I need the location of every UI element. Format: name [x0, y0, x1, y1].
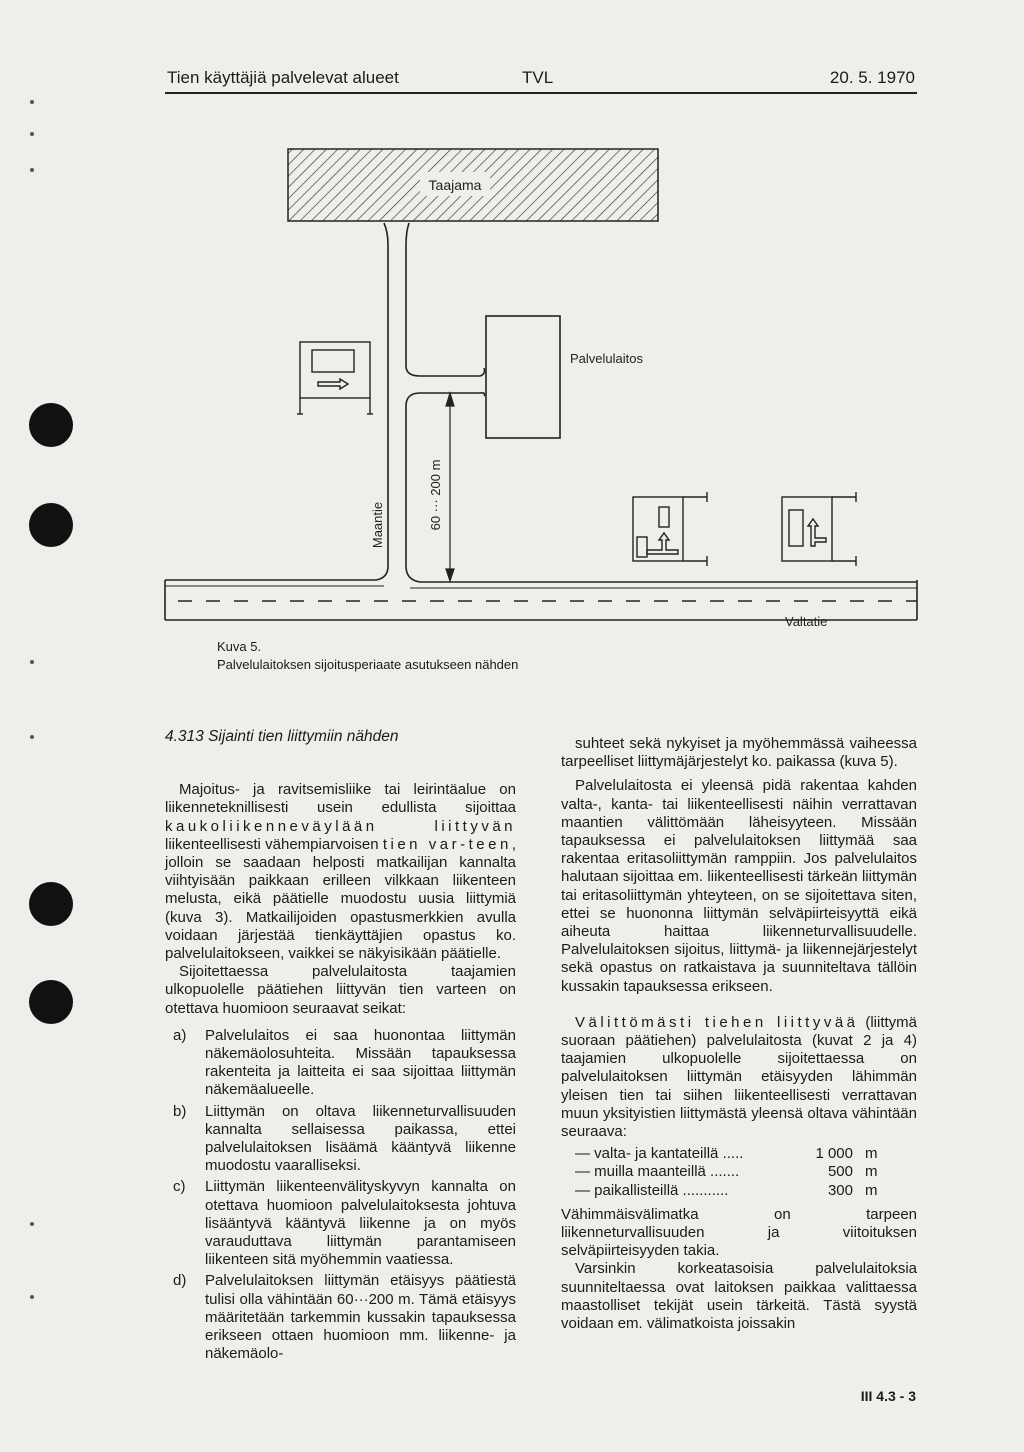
header-section-title: Tien käyttäjiä palvelevat alueet	[167, 68, 399, 87]
paragraph: Palvelulaitosta ei yleensä pidä rakentaa kahden valta-, kanta- tai liikenteellisesti näihin verrattavan maantien välittömään läheisyyteen. Missään tapauksessa ei palvelulaitoksen liittymää saa rakentaa eritasoliittymän ramppiin. Jos palvelulaitos halutaan sijoittaa em. liikenteellisesti tärkeän liittymän tai eritasoliittymän yhteyteen, on se sijoitettava siten, ettei se huononna liittymän selväpiirteisyyttä eikä aiheuta haittaa liikenneturvallisuudelle. Palvelulaitoksen sijoitus, liittymä- ja liikennejärjestelyt sekä opastus on ratkaistava ja suunniteltava tällöin kussakin tapauksessa erikseen.	[561, 777, 917, 995]
figure-number: Kuva 5.	[217, 639, 262, 654]
junction-sign	[782, 492, 856, 566]
road-class: — paikallisteillä ...........	[575, 1181, 729, 1199]
town-label: Taajama	[428, 177, 482, 193]
table-row	[575, 1182, 917, 1200]
road-class: — muilla maanteillä .......	[575, 1163, 740, 1181]
header-publisher: TVL	[522, 68, 554, 87]
emphasized-text: Välittömästi tiehen liittyvää	[575, 1013, 859, 1031]
service-label: Palvelulaitos	[570, 351, 643, 366]
margin-mark	[30, 1222, 34, 1226]
figure-caption	[217, 638, 518, 674]
table-row	[575, 1163, 917, 1181]
direction-sign	[297, 342, 373, 414]
list-label: b)	[173, 1102, 187, 1120]
distance-label: 60 ··· 200 m	[428, 459, 443, 531]
distance-value: 500	[827, 1163, 853, 1181]
distance-dimension	[446, 393, 454, 581]
paragraph	[165, 781, 516, 963]
margin-mark	[30, 660, 34, 664]
binder-hole	[29, 980, 73, 1024]
list-text: Palvelulaitos ei saa huonontaa liittymän näkemäolosuhteita. Missään tapauksessa rakenteita ja laitteita ei saa sijoittaa liittymän näkemäalueelle.	[205, 1026, 516, 1099]
section-heading: 4.313 Sijainti tien liittymiin nähden	[165, 728, 399, 745]
list-item	[165, 1272, 516, 1363]
text-run: liikenteellisesti vähempiarvoisen	[165, 835, 383, 853]
text-run: , jolloin se saadaan helposti matkailijan kannalta viihtyisään paikkaan erilleen vilkkaan liikenteen melusta, eikä päätielle muodostu uusia liittymiä (kuva 3). Matkailijoiden opastusmerkkien avulla voidaan järjestää tienkäyttäjien opastus ko. palvelulaitokseen, vaikkei se näkyisikään päätielle.	[165, 835, 516, 963]
page-number: III 4.3 - 3	[860, 1388, 916, 1404]
advance-sign	[633, 492, 707, 566]
binder-hole	[29, 882, 73, 926]
list-item	[165, 1027, 516, 1100]
distance-value: 1 000	[815, 1145, 853, 1163]
town-block	[288, 149, 658, 221]
header-date: 20. 5. 1970	[829, 68, 915, 87]
service-building	[486, 316, 560, 438]
distance-unit: m	[865, 1163, 878, 1181]
margin-mark	[30, 735, 34, 739]
distance-table	[575, 1145, 917, 1200]
local-road	[165, 223, 917, 582]
list-item	[165, 1103, 516, 1176]
emphasized-text: kaukoliikenneväylään liittyvän	[165, 817, 516, 835]
list-label: a)	[173, 1026, 187, 1044]
emphasized-text: tien var-teen	[382, 835, 512, 853]
left-column	[165, 728, 516, 1367]
paragraph: Varsinkin korkeatasoisia palvelulaitoksia suunniteltaessa ovat laitoksen paikkaa valittaessa maastolliset tekijät usein tärkeitä. Tästä syystä voidaan em. välimatkoista joissakin	[561, 1260, 917, 1333]
list-label: d)	[173, 1272, 187, 1290]
list-text: Liittymän liikenteenvälityskyvyn kannalta on otettava huomioon palvelulaitoksesta johtuva lisääntyvä kääntyvä liikenne ja on myös varauduttava liittymän parantamiseen liikenteen sitä myöhemmin vaatiessa.	[205, 1178, 516, 1269]
list-item	[165, 1178, 516, 1269]
paragraph: suhteet sekä nykyiset ja myöhemmässä vaiheessa tarpeelliset liittymäjärjestelyt ko. paikassa (kuva 5).	[561, 735, 917, 771]
highway-label: Valtatie	[785, 614, 828, 629]
site-diagram	[0, 0, 1024, 640]
list-label: c)	[173, 1178, 186, 1196]
distance-unit: m	[865, 1145, 878, 1163]
local-road-label: Maantie	[370, 501, 385, 549]
conditions-list	[165, 1027, 516, 1364]
road-class: — valta- ja kantateillä .....	[575, 1145, 744, 1163]
list-text: Liittymän on oltava liikenneturvallisuuden kannalta sellaisessa paikassa, ettei palvelulaitoksen lisäämä kääntyvä liikenne muodostu vaaralliseksi.	[205, 1102, 516, 1175]
paragraph	[561, 1014, 917, 1141]
distance-value: 300	[827, 1181, 853, 1199]
paragraph: Sijoitettaessa palvelulaitosta taajamien ulkopuolelle päätiehen liittyvän tien varteen on otettava huomioon seuraavat seikat:	[165, 963, 516, 1017]
text-run: Majoitus- ja ravitsemisliike tai leirintäalue on liikenneteknillisesti usein edullista sijoittaa	[165, 781, 516, 817]
margin-mark	[30, 1295, 34, 1299]
distance-unit: m	[865, 1181, 878, 1199]
list-text: Palvelulaitoksen liittymän etäisyys päätiestä tulisi olla vähintään 60···200 m. Tämä etäisyys määritetään tarkemmin kussakin tapauksessa erikseen ottaen huomioon mm. liikenne- ja näkemäolo-	[205, 1272, 516, 1363]
text-run: (liittymä suoraan päätiehen) palvelulaitosta (kuvat 2 ja 4) taajamien ulkopuolelle sijoitettaessa on palvelulaitoksen liittymän etäisyyden lähimmän yleisen tien tai siihen liikenteellisesti verrattavan muun yksityistien liittymästä yleensä oltava vähintään seuraava:	[561, 1013, 917, 1141]
table-row	[575, 1145, 917, 1163]
figure-caption-text: Palvelulaitoksen sijoitusperiaate asutukseen nähden	[217, 657, 519, 672]
right-column	[561, 735, 917, 1333]
paragraph: Vähimmäisvälimatka on tarpeen liikenneturvallisuuden ja viitoituksen selväpiirteisyyden takia.	[561, 1205, 917, 1260]
